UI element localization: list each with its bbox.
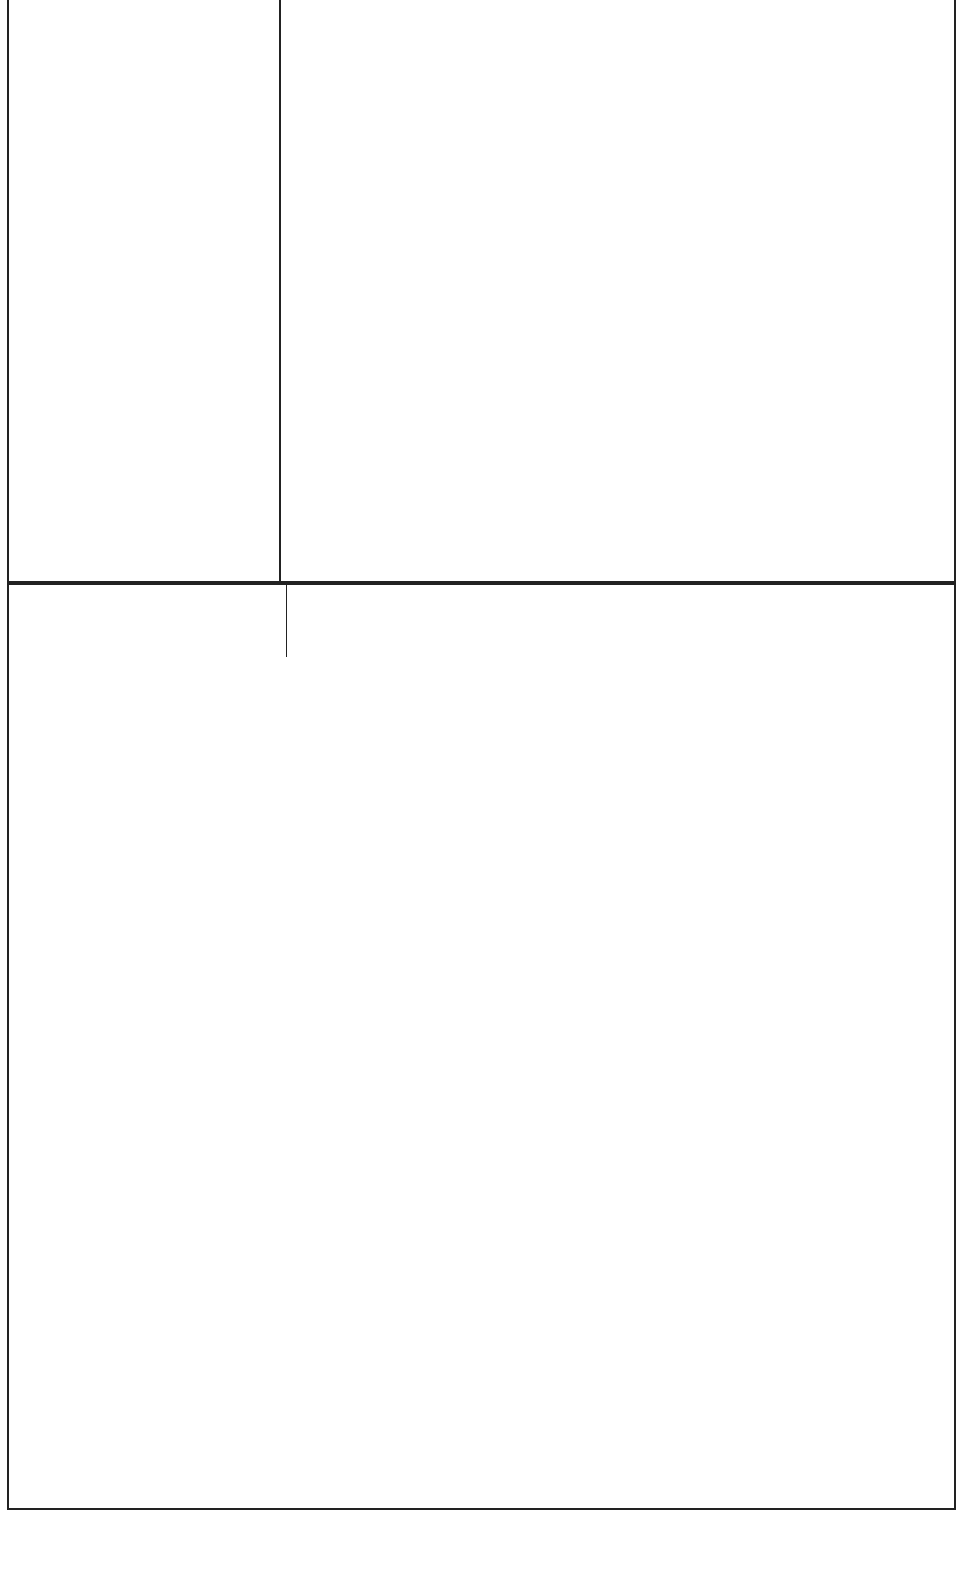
software-requirements-box [7, 0, 956, 583]
header-divider [286, 585, 287, 657]
column-divider [279, 0, 281, 583]
monitor-parameters-table [7, 583, 956, 1510]
